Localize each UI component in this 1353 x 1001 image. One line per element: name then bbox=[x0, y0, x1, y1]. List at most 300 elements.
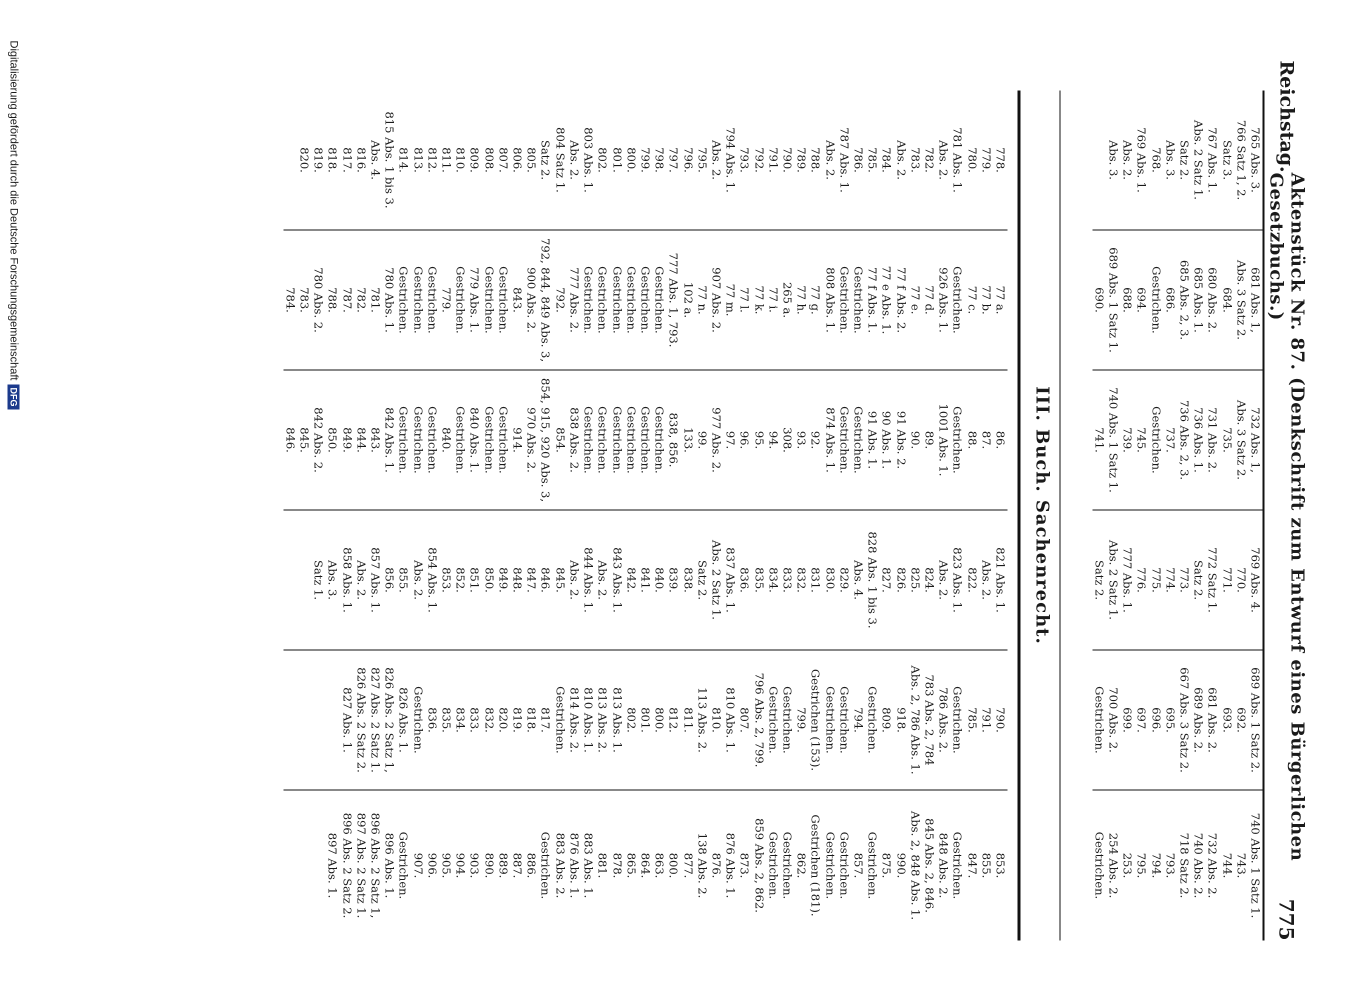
top-cell: 692. bbox=[1234, 707, 1249, 733]
body-cell: 77 d. bbox=[922, 285, 937, 315]
body-cell: 905. bbox=[439, 852, 454, 879]
top-cell: Abs. 2. bbox=[1120, 140, 1135, 180]
top-cell: 795. bbox=[1134, 852, 1149, 879]
body-cell: Gestrichen. bbox=[837, 831, 852, 900]
body-cell: 897 Abs. 1. bbox=[325, 832, 340, 899]
body-cell: Abs. 2, 848 Abs. 1. bbox=[908, 811, 923, 920]
body-cell: 855. bbox=[396, 567, 411, 593]
body-cell: 810 Abs. 1. bbox=[581, 687, 596, 753]
body-cell: 848. bbox=[510, 567, 525, 593]
body-cell: Gestrichen. bbox=[837, 266, 852, 334]
body-cell: 824. bbox=[922, 567, 937, 593]
body-cell: Gestrichen. bbox=[595, 406, 610, 474]
body-cell: 801. bbox=[638, 707, 653, 733]
body-cell: 842. bbox=[624, 567, 639, 593]
top-cell: 743. bbox=[1234, 852, 1249, 879]
body-cell: Gestrichen. bbox=[950, 266, 965, 334]
body-cell: 796 Abs. 2, 799. bbox=[752, 672, 767, 768]
body-cell: 878. bbox=[610, 852, 625, 879]
body-cell: 801. bbox=[610, 147, 625, 173]
body-cell: 833. bbox=[780, 567, 795, 593]
top-cell: Abs. 3. bbox=[1106, 140, 1121, 180]
body-cell: 832. bbox=[482, 707, 497, 733]
body-cell: 800. bbox=[652, 707, 667, 733]
body-cell: Abs. 2. bbox=[979, 560, 994, 600]
page-number: 775 bbox=[1274, 898, 1299, 941]
body-cell: 914. bbox=[510, 427, 525, 453]
body-cell: Abs. 2. bbox=[354, 560, 369, 600]
body-cell: Gestrichen. bbox=[411, 406, 426, 474]
top-cell: 740 Abs. 1 Satz 1. bbox=[1248, 812, 1263, 919]
body-cell: 826. bbox=[894, 567, 909, 593]
body-cell: 89. bbox=[922, 430, 937, 450]
body-cell: 77 a. bbox=[993, 285, 1008, 315]
body-cell: 781 Abs. 1. bbox=[950, 127, 965, 193]
body-cell: 785. bbox=[865, 147, 880, 173]
top-cell: 773. bbox=[1177, 567, 1192, 593]
body-cell: Gestrichen. bbox=[396, 266, 411, 334]
body-cell: 786. bbox=[851, 147, 866, 173]
body-cell: 799. bbox=[638, 147, 653, 173]
body-cell: 138 Abs. 2. bbox=[695, 832, 710, 899]
body-cell: 990. bbox=[894, 852, 909, 879]
body-cell: 853. bbox=[439, 567, 454, 593]
body-cell: 889. bbox=[496, 852, 511, 879]
body-column-5 bbox=[283, 651, 1007, 791]
body-cell: 853. bbox=[993, 852, 1008, 879]
body-cell: 798. bbox=[652, 147, 667, 173]
top-table bbox=[1092, 91, 1262, 941]
body-cell: 796. bbox=[681, 147, 696, 173]
top-column-4 bbox=[1092, 511, 1262, 651]
top-cell: 745. bbox=[1134, 427, 1149, 453]
body-column-2 bbox=[283, 231, 1007, 371]
body-cell: 90. bbox=[908, 430, 923, 450]
body-cell: 77 n. bbox=[695, 285, 710, 315]
body-cell: 97. bbox=[723, 430, 738, 450]
body-cell: 876 Abs. 1. bbox=[723, 832, 738, 899]
body-cell: 826 Abs. 2 Satz 2. bbox=[354, 667, 369, 773]
body-cell: 822. bbox=[965, 567, 980, 593]
body-cell: 815 Abs. 1 bis 3. bbox=[382, 111, 397, 209]
body-cell: 308. bbox=[780, 427, 795, 453]
top-cell: Abs. 2 Satz 1. bbox=[1191, 120, 1206, 200]
body-cell: 786 Abs. 2. bbox=[936, 687, 951, 753]
section-title: III. Buch. Sachenrecht. bbox=[1031, 386, 1053, 645]
body-cell: Gestrichen. bbox=[610, 266, 625, 334]
body-cell: Gestrichen. bbox=[950, 686, 965, 754]
top-cell: 768. bbox=[1149, 147, 1164, 173]
body-cell: 817. bbox=[539, 707, 553, 733]
body-cell: 91 Abs. 1. bbox=[865, 410, 880, 470]
body-cell: 826 Abs. 1. bbox=[396, 687, 411, 753]
body-cell: Abs. 2 Satz 1. bbox=[709, 540, 724, 620]
body-cell: 791. bbox=[766, 147, 781, 173]
top-column-5 bbox=[1092, 651, 1262, 791]
body-cell: 859 Abs. 2, 862. bbox=[752, 818, 767, 913]
body-cell: 779 Abs. 1. bbox=[467, 267, 482, 333]
body-cell: 77 e. bbox=[908, 285, 923, 315]
body-cell: 817. bbox=[340, 147, 355, 173]
body-cell: 90 Abs. 1. bbox=[879, 410, 894, 470]
body-cell: 77 k. bbox=[752, 285, 767, 315]
footer-text: Digitalisierung gefördert durch die Deutsche Forschungsgemeinschaft bbox=[7, 40, 20, 381]
top-cell: 718 Satz 2. bbox=[1177, 832, 1192, 899]
top-cell: 772 Satz 1. bbox=[1205, 547, 1220, 613]
body-cell: 810 Abs. 1. bbox=[723, 687, 738, 753]
body-cell: 804 Satz 1. bbox=[553, 127, 568, 193]
body-cell: Gestrichen. bbox=[539, 831, 553, 900]
body-cell: 836. bbox=[425, 707, 440, 733]
top-cell: 744. bbox=[1220, 852, 1235, 879]
body-cell: 91 Abs. 2. bbox=[894, 410, 909, 470]
body-cell: 819. bbox=[510, 707, 525, 733]
body-cell: Satz 2. bbox=[695, 559, 710, 601]
body-cell: 787 Abs. 1. bbox=[837, 127, 852, 193]
body-cell: 845. bbox=[553, 567, 568, 593]
top-column-1 bbox=[1092, 91, 1262, 231]
body-cell: 99. bbox=[695, 430, 710, 450]
body-cell: 781. bbox=[368, 287, 383, 313]
body-cell: Gestrichen. bbox=[638, 266, 653, 334]
top-cell: Abs. 2 Satz 1. bbox=[1106, 540, 1121, 620]
body-cell: Gestrichen. bbox=[851, 406, 866, 474]
body-cell: 844 Abs. 1. bbox=[581, 547, 596, 613]
body-cell: Gestrichen. bbox=[766, 686, 781, 754]
body-cell: 855. bbox=[979, 852, 994, 879]
body-cell: 791. bbox=[979, 707, 994, 733]
top-cell: 685 Abs. 2, 3. bbox=[1177, 259, 1192, 341]
body-cell: Abs. 2. bbox=[567, 140, 582, 180]
body-cell: 918. bbox=[894, 707, 909, 733]
body-cell: 838, 856. bbox=[666, 412, 681, 468]
body-cell: 877. bbox=[681, 852, 696, 879]
body-cell: 854, 915, 920 Abs. 3, bbox=[539, 378, 553, 502]
body-cell: Gestrichen. bbox=[837, 686, 852, 754]
body-cell: 784. bbox=[879, 147, 894, 173]
body-cell: 827. bbox=[879, 567, 894, 593]
body-cell: 838 Abs. 2. bbox=[567, 407, 582, 473]
body-cell: Abs. 3. bbox=[325, 560, 340, 600]
body-cell: 844. bbox=[354, 427, 369, 453]
top-cell: 695. bbox=[1163, 707, 1178, 733]
top-cell: 767 Abs. 1. bbox=[1205, 127, 1220, 193]
body-cell: 906. bbox=[425, 852, 440, 879]
top-cell: 697. bbox=[1134, 707, 1149, 733]
body-cell: 887. bbox=[510, 852, 525, 879]
body-cell: 779. bbox=[439, 287, 454, 313]
body-cell: 811. bbox=[439, 147, 454, 173]
top-cell: 732 Abs. 2. bbox=[1205, 832, 1220, 899]
top-cell: 765 Abs. 3. bbox=[1248, 127, 1263, 193]
top-cell: 696. bbox=[1149, 707, 1164, 733]
body-cell: Gestrichen. bbox=[595, 266, 610, 334]
body-cell: Abs. 2. bbox=[936, 560, 951, 600]
body-cell: 784. bbox=[283, 287, 298, 313]
body-cell: Gestrichen. bbox=[851, 266, 866, 334]
body-cell: 904. bbox=[453, 852, 468, 879]
body-cell: Gestrichen. bbox=[638, 406, 653, 474]
body-cell: 851. bbox=[467, 567, 482, 593]
top-cell: Gestrichen. bbox=[1092, 831, 1107, 900]
body-cell: 874 Abs. 1. bbox=[823, 407, 838, 473]
body-cell: Abs. 2. bbox=[411, 560, 426, 600]
body-cell: 896 Abs. 1. bbox=[382, 832, 397, 899]
body-cell: 926 Abs. 1. bbox=[936, 267, 951, 333]
body-cell: Gestrichen. bbox=[624, 406, 639, 474]
body-cell: 841. bbox=[638, 567, 653, 593]
top-cell: 254 Abs. 2. bbox=[1106, 832, 1121, 899]
body-cell: Gestrichen. bbox=[652, 266, 667, 334]
body-cell: Gestrichen. bbox=[766, 831, 781, 900]
body-cell: Gestrichen. bbox=[396, 406, 411, 474]
body-column-4 bbox=[283, 511, 1007, 651]
page-header bbox=[1265, 60, 1308, 941]
body-cell: 77 f Abs. 1. bbox=[865, 266, 880, 334]
body-cell: Abs. 2, 786 Abs. 1. bbox=[908, 665, 923, 775]
footer bbox=[8, 41, 20, 410]
body-cell: 777 Abs. 2. bbox=[567, 267, 582, 333]
top-cell: 777 Abs. 1. bbox=[1120, 547, 1135, 613]
body-cell: 794. bbox=[851, 707, 866, 733]
body-cell: Gestrichen. bbox=[823, 686, 838, 754]
body-cell: 862. bbox=[794, 852, 809, 879]
top-cell: 739. bbox=[1120, 427, 1135, 453]
body-cell: 847. bbox=[965, 852, 980, 879]
body-cell: Abs. 4. bbox=[368, 140, 383, 180]
header-rule bbox=[1263, 91, 1265, 941]
body-cell: 852. bbox=[453, 567, 468, 593]
body-cell: 827 Abs. 2 Satz 1. bbox=[368, 667, 383, 773]
body-cell: 780 Abs. 2. bbox=[311, 267, 326, 333]
body-cell: 907 Abs. 2. bbox=[709, 267, 724, 333]
body-cell: 77 i. bbox=[766, 287, 781, 313]
body-cell: 96. bbox=[737, 430, 752, 450]
body-cell: Abs. 2. bbox=[936, 140, 951, 180]
body-cell: Gestrichen. bbox=[950, 831, 965, 900]
top-cell: Abs. 3 Satz 2. bbox=[1234, 260, 1249, 340]
body-cell: 102 a. bbox=[681, 281, 696, 319]
body-cell: 113 Abs. 2. bbox=[695, 687, 710, 753]
body-cell: 88. bbox=[965, 430, 980, 450]
top-cell: 793. bbox=[1163, 852, 1178, 879]
body-cell: 890. bbox=[482, 852, 497, 879]
body-cell: 840. bbox=[439, 427, 454, 453]
body-cell: 819. bbox=[311, 147, 326, 173]
body-cell: 133. bbox=[681, 427, 696, 453]
body-cell: Gestrichen (181). bbox=[808, 814, 823, 917]
body-cell: 785. bbox=[965, 707, 980, 733]
body-cell: 77 l. bbox=[737, 287, 752, 313]
body-cell: 793. bbox=[737, 147, 752, 173]
body-cell: 77 h. bbox=[794, 285, 809, 315]
body-cell: 857 Abs. 1. bbox=[368, 547, 383, 613]
body-cell: 876 Abs. 1. bbox=[567, 832, 582, 899]
body-column-3 bbox=[283, 371, 1007, 511]
body-cell: 77 f Abs. 2. bbox=[894, 266, 909, 334]
top-cell: 689 Abs. 1 Satz 2. bbox=[1248, 667, 1263, 773]
body-cell: 792. bbox=[752, 147, 767, 173]
body-cell: 77 c. bbox=[965, 285, 980, 315]
body-cell: Gestrichen. bbox=[496, 266, 511, 334]
body-cell: 820. bbox=[496, 707, 511, 733]
top-cell: Satz 3. bbox=[1220, 139, 1235, 181]
body-cell: 86. bbox=[993, 430, 1008, 450]
body-cell: 849. bbox=[496, 567, 511, 593]
body-cell: 873. bbox=[737, 852, 752, 879]
top-cell: 770. bbox=[1234, 567, 1249, 593]
body-cell: 828 Abs. 1 bis 3. bbox=[865, 531, 880, 629]
body-cell: 883 Abs. 1. bbox=[581, 832, 596, 899]
body-cell: 834. bbox=[453, 707, 468, 733]
body-cell: 857. bbox=[851, 852, 866, 879]
top-cell: 794. bbox=[1149, 852, 1164, 879]
body-cell: 77 m. bbox=[723, 283, 738, 317]
body-cell: 77 e Abs. 1. bbox=[879, 265, 894, 335]
body-cell: Abs. 2. bbox=[894, 140, 909, 180]
body-cell: 835. bbox=[439, 707, 454, 733]
body-cell: Gestrichen. bbox=[411, 686, 426, 754]
body-cell: Abs. 4. bbox=[851, 560, 866, 600]
body-cell: 856. bbox=[382, 567, 397, 593]
body-cell: 831. bbox=[808, 567, 823, 593]
top-cell: 776. bbox=[1134, 567, 1149, 593]
body-cell: 875. bbox=[879, 852, 894, 879]
top-cell: 693. bbox=[1220, 707, 1235, 733]
body-cell: 1001 Abs. 1. bbox=[936, 403, 951, 477]
body-cell: 810. bbox=[709, 707, 724, 733]
body-cell: Gestrichen (153). bbox=[808, 669, 823, 771]
body-cell: 799. bbox=[794, 707, 809, 733]
top-cell: 689 Abs. 1 Satz 1. bbox=[1106, 247, 1121, 353]
body-cell: Gestrichen. bbox=[553, 686, 568, 754]
body-cell: 792. bbox=[553, 287, 568, 313]
body-cell: 788. bbox=[808, 147, 823, 173]
body-cell: 858 Abs. 1. bbox=[340, 547, 355, 613]
body-cell: 897 Abs. 2 Satz 1. bbox=[354, 812, 369, 919]
top-cell: 681 Abs. 2. bbox=[1205, 687, 1220, 753]
body-cell: 896 Abs. 2 Satz 1, bbox=[368, 812, 383, 919]
header-title: Aktenstück Nr. 87. (Denkschrift zum Entwurf eines Bürgerlichen Gesetzbuchs.) bbox=[1265, 172, 1308, 862]
body-cell: 808. bbox=[482, 147, 497, 173]
top-cell: 690. bbox=[1092, 287, 1107, 313]
body-cell: 802. bbox=[595, 147, 610, 173]
body-cell: 779. bbox=[979, 147, 994, 173]
body-cell: 848 Abs. 2. bbox=[936, 832, 951, 899]
body-cell: 854 Abs. 1. bbox=[425, 547, 440, 613]
body-cell: 790. bbox=[993, 707, 1008, 733]
top-cell: 740 Abs. 2. bbox=[1191, 832, 1206, 899]
body-cell: 794 Abs. 1. bbox=[723, 127, 738, 193]
body-cell: Gestrichen. bbox=[453, 406, 468, 474]
body-cell: 850. bbox=[482, 567, 497, 593]
body-cell: 838. bbox=[681, 567, 696, 593]
body-cell: 802. bbox=[624, 707, 639, 733]
body-cell: 805. bbox=[524, 147, 539, 173]
body-cell: Gestrichen. bbox=[411, 266, 426, 334]
body-cell: 777 Abs. 1, 793. bbox=[666, 252, 681, 348]
body-cell: 813 Abs. 1. bbox=[610, 687, 625, 753]
body-cell: 883 Abs. 2. bbox=[553, 832, 568, 899]
body-cell: 810. bbox=[453, 147, 468, 173]
top-cell: 737. bbox=[1163, 427, 1178, 453]
body-cell: 816. bbox=[354, 147, 369, 173]
top-cell: 694. bbox=[1134, 287, 1149, 313]
top-cell: 684. bbox=[1220, 287, 1235, 313]
body-cell: 93. bbox=[794, 430, 809, 450]
body-cell: 836. bbox=[737, 567, 752, 593]
body-cell: Gestrichen. bbox=[823, 831, 838, 900]
body-cell: 94. bbox=[766, 430, 781, 450]
body-cell: 788. bbox=[325, 287, 340, 313]
body-cell: Satz 2. bbox=[539, 139, 553, 181]
body-cell: 823 Abs. 1. bbox=[950, 547, 965, 613]
top-cell: 681 Abs. 1, bbox=[1248, 267, 1263, 333]
body-cell: 814. bbox=[396, 147, 411, 173]
body-cell: 970 Abs. 2. bbox=[524, 407, 539, 473]
body-cell: 826 Abs. 2 Satz 1, bbox=[382, 667, 397, 773]
body-cell: 814 Abs. 2. bbox=[567, 687, 582, 753]
body-cell: 783. bbox=[297, 287, 312, 313]
section-rule-top bbox=[1060, 91, 1061, 941]
body-cell: 840. bbox=[652, 567, 667, 593]
top-cell: Satz 2. bbox=[1092, 559, 1107, 601]
body-cell: 834. bbox=[766, 567, 781, 593]
body-cell: 77 g. bbox=[808, 285, 823, 315]
body-cell: 825. bbox=[908, 567, 923, 593]
body-cell: 845 Abs. 2, 846. bbox=[922, 818, 937, 913]
body-cell: 839. bbox=[666, 567, 681, 593]
body-cell: 789. bbox=[794, 147, 809, 173]
body-cell: 845. bbox=[297, 427, 312, 453]
body-cell: 977 Abs. 2. bbox=[709, 407, 724, 473]
top-cell: 699. bbox=[1120, 707, 1135, 733]
body-cell: 783. bbox=[908, 147, 923, 173]
top-column-6 bbox=[1092, 791, 1262, 941]
body-cell: Gestrichen. bbox=[581, 406, 596, 474]
body-cell: 846. bbox=[539, 567, 553, 593]
body-cell: 806. bbox=[510, 147, 525, 173]
top-cell: 667 Abs. 3 Satz 2. bbox=[1177, 667, 1192, 773]
body-cell: 809. bbox=[879, 707, 894, 733]
body-cell: Gestrichen. bbox=[482, 266, 497, 334]
body-cell: 847. bbox=[524, 567, 539, 593]
body-cell: 792, 844, 849 Abs. 3, bbox=[539, 238, 553, 362]
body-cell: 807. bbox=[496, 147, 511, 173]
top-cell: 775. bbox=[1149, 567, 1164, 593]
body-cell: 787. bbox=[340, 287, 355, 313]
body-cell: Gestrichen. bbox=[482, 406, 497, 474]
body-cell: 843 Abs. 1. bbox=[610, 547, 625, 613]
top-cell: 688. bbox=[1120, 287, 1135, 313]
body-cell: Gestrichen. bbox=[425, 266, 440, 334]
body-cell: 840 Abs. 1. bbox=[467, 407, 482, 473]
body-cell: 821 Abs. 1. bbox=[993, 547, 1008, 613]
body-cell: 832. bbox=[794, 567, 809, 593]
body-cell: Gestrichen. bbox=[496, 406, 511, 474]
body-cell: 812. bbox=[425, 147, 440, 173]
body-cell: 812. bbox=[666, 707, 681, 733]
body-table bbox=[283, 91, 1007, 941]
body-cell: 87. bbox=[979, 430, 994, 450]
body-cell: 830. bbox=[823, 567, 838, 593]
body-cell: Abs. 2. bbox=[567, 560, 582, 600]
body-cell: 843. bbox=[368, 427, 383, 453]
document-page bbox=[0, 1, 1353, 1001]
body-cell: 800. bbox=[666, 852, 681, 879]
top-cell: 731 Abs. 2. bbox=[1205, 407, 1220, 473]
body-cell: 95. bbox=[752, 430, 767, 450]
